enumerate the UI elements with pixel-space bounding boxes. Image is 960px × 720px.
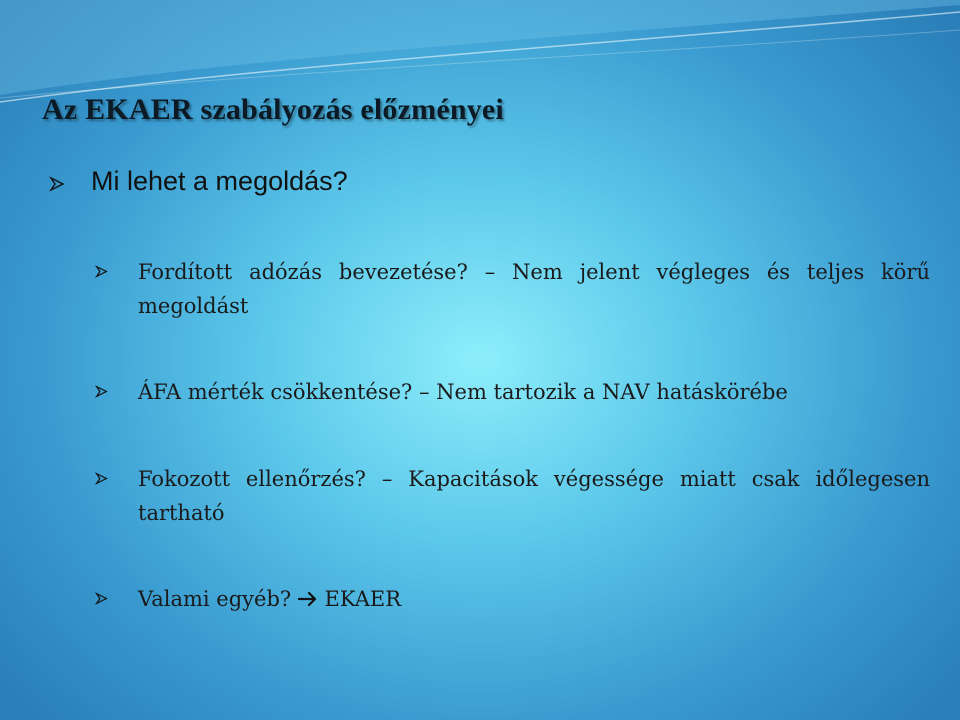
list-item-text: ÁFA mérték csökkentése? – Nem tartozik a NAV hatáskörébe xyxy=(138,380,788,404)
list-item-text: Fokozott ellenőrzés? – Kapacitások végessége miatt csak időlegesen tartható xyxy=(138,467,930,525)
list-item xyxy=(95,255,930,323)
hollow-arrowhead-icon xyxy=(49,176,65,192)
hollow-arrowhead-icon xyxy=(95,472,108,485)
list-item-text xyxy=(138,582,930,616)
list-item xyxy=(95,462,930,530)
hollow-arrowhead-icon xyxy=(95,385,108,398)
main-bullet-text: Mi lehet a megoldás? xyxy=(91,166,348,196)
list-item xyxy=(95,375,930,409)
hollow-arrowhead-icon xyxy=(95,265,108,278)
hollow-arrowhead-icon xyxy=(95,592,108,605)
main-bullet xyxy=(49,166,348,197)
list-item xyxy=(95,582,930,616)
slide-title: Az EKAER szabályozás előzményei xyxy=(42,93,504,126)
list-item-text: Fordított adózás bevezetése? – Nem jelent végleges és teljes körű megoldást xyxy=(138,260,930,318)
right-arrow-icon xyxy=(298,591,318,607)
list-item-conclusion: EKAER xyxy=(324,587,402,611)
list-item-question: Valami egyéb? xyxy=(138,587,298,611)
